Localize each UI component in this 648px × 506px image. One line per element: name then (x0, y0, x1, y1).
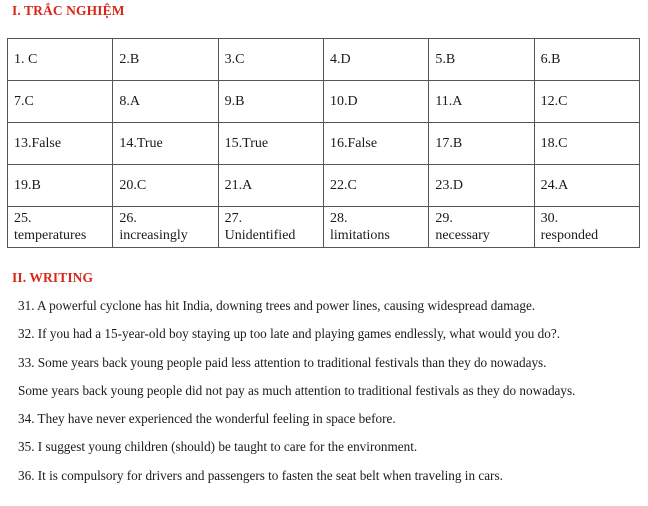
answer-word: temperatures (14, 228, 87, 243)
answer-cell: 4.D (323, 39, 428, 81)
answer-cell: 9.B (218, 81, 323, 123)
answer-cell: 6.B (534, 39, 639, 81)
answer-cell: 20.C (113, 165, 218, 207)
answer-cell: 15.True (218, 123, 323, 165)
writing-line: Some years back young people did not pay as much attention to traditional festivals as they do nowadays. (18, 382, 576, 398)
answer-word: necessary (435, 228, 490, 243)
answer-cell: 13.False (8, 123, 113, 165)
writing-line: 32. If you had a 15-year-old boy staying up too late and playing games endlessly, what would you do?. (18, 326, 561, 342)
answer-number: 28. (329, 211, 348, 226)
answer-cell: 18.C (534, 123, 639, 165)
answer-cell (113, 207, 218, 248)
answer-number: 25. (14, 211, 32, 226)
writing-line: 35. I suggest young children (should) be taught to care for the environment. (18, 439, 418, 455)
answer-cell: 16.False (323, 123, 428, 165)
answer-word: increasingly (119, 228, 188, 243)
answer-cell (323, 207, 428, 248)
writing-line: 36. It is compulsory for drivers and passengers to fasten the seat belt when traveling in cars. (18, 467, 503, 483)
answer-cell: 19.B (8, 165, 113, 207)
answer-cell: 21.A (218, 165, 323, 207)
answer-number: 30. (540, 211, 559, 226)
table-row (8, 39, 640, 81)
table-row (8, 123, 640, 165)
answer-cell: 3.C (218, 39, 323, 81)
answer-cell: 14.True (113, 123, 218, 165)
answer-cell: 2.B (113, 39, 218, 81)
answer-word: responded (540, 228, 599, 243)
writing-line: 34. They have never experienced the wonderful feeling in space before. (18, 411, 396, 427)
answer-number: 27. (224, 211, 243, 226)
answer-number: 29. (435, 211, 453, 226)
answer-cell: 22.C (323, 165, 428, 207)
answer-cell: 24.A (534, 165, 639, 207)
table-row (8, 207, 640, 248)
section-1-title: I. TRẮC NGHIỆM (12, 3, 125, 18)
answer-cell: 10.D (323, 81, 428, 123)
answer-cell (429, 207, 534, 248)
answer-cell: 17.B (429, 123, 534, 165)
answer-word: Unidentified (224, 228, 296, 243)
answer-cell: 12.C (534, 81, 639, 123)
answer-cell: 1. C (8, 39, 113, 81)
writing-answers (18, 296, 643, 494)
answer-cell (218, 207, 323, 248)
answer-cell: 5.B (429, 39, 534, 81)
answer-word: limitations (329, 228, 390, 243)
answer-cell: 11.A (429, 81, 534, 123)
answer-cell: 23.D (429, 165, 534, 207)
answer-number: 26. (119, 211, 137, 226)
writing-line: 31. A powerful cyclone has hit India, downing trees and power lines, causing widespread damage. (18, 298, 536, 313)
section-2-title: II. WRITING (12, 270, 94, 285)
answer-cell: 7.C (8, 81, 113, 123)
answer-table (7, 38, 640, 248)
answer-cell (8, 207, 113, 248)
table-row (8, 165, 640, 207)
writing-line: 33. Some years back young people paid less attention to traditional festivals than they do nowadays. (18, 354, 547, 370)
answer-cell: 8.A (113, 81, 218, 123)
table-row (8, 81, 640, 123)
answer-cell (534, 207, 639, 248)
